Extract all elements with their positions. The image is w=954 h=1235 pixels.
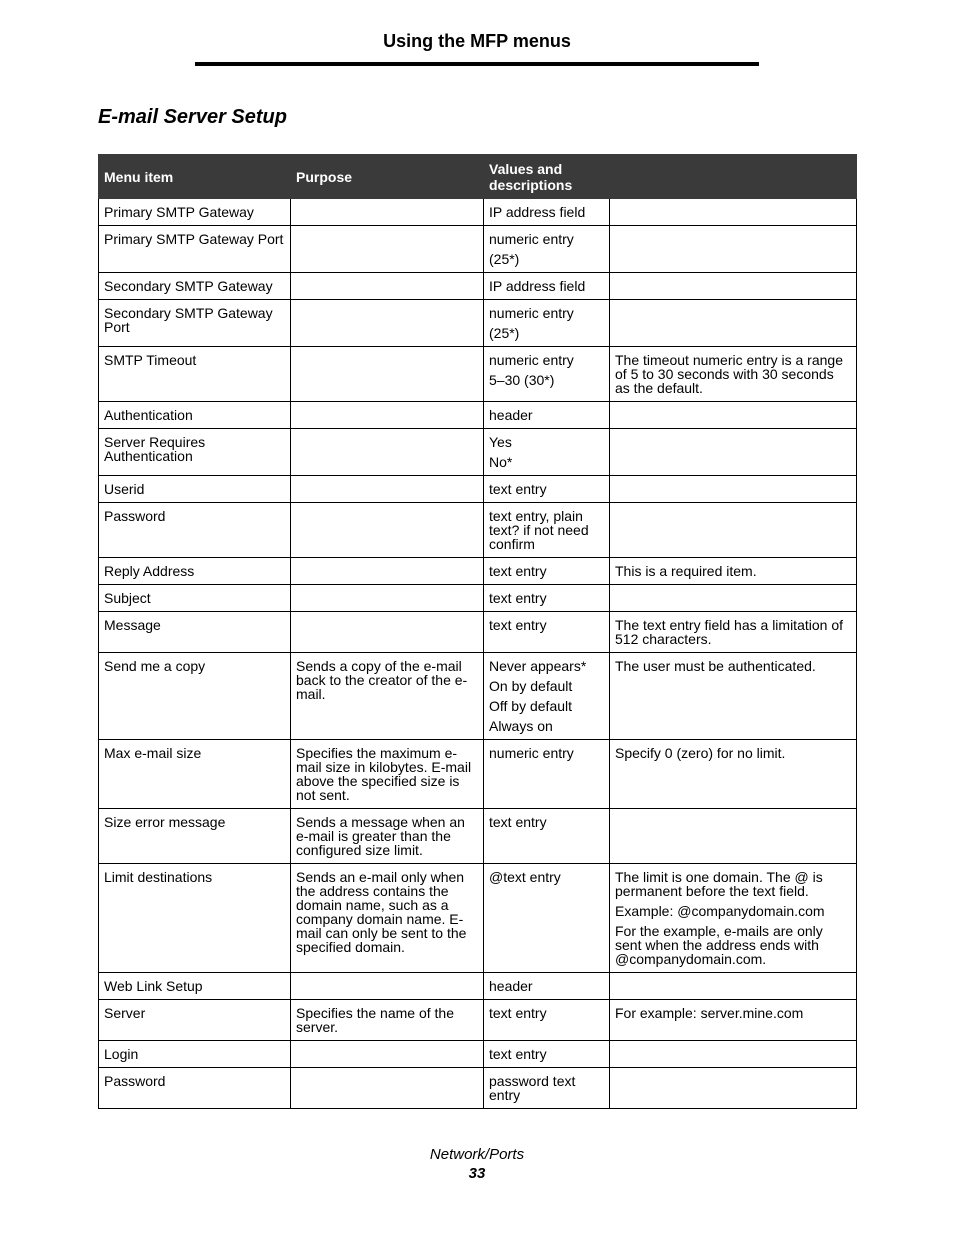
values-cell [484, 1041, 610, 1068]
table-row [99, 347, 857, 402]
value-line: text entry [489, 1046, 547, 1062]
purpose-cell [291, 503, 484, 558]
menu-item-cell: Login [99, 1041, 291, 1068]
values-cell [484, 429, 610, 476]
description-cell [610, 300, 857, 347]
values-cell [484, 226, 610, 273]
description-cell [610, 809, 857, 864]
menu-item-cell: Max e-mail size [99, 740, 291, 809]
description-cell [610, 973, 857, 1000]
values-cell [484, 612, 610, 653]
value-line: numeric entry [489, 305, 574, 321]
purpose-cell: Sends a copy of the e-mail back to the creator of the e-mail. [291, 653, 484, 740]
purpose-cell [291, 973, 484, 1000]
menu-item-cell: Limit destinations [99, 864, 291, 973]
values-cell [484, 347, 610, 402]
table-row [99, 1068, 857, 1109]
menu-item-cell: SMTP Timeout [99, 347, 291, 402]
table-row [99, 476, 857, 503]
purpose-cell [291, 1068, 484, 1109]
purpose-cell [291, 612, 484, 653]
values-cell [484, 585, 610, 612]
menu-item-cell: Password [99, 503, 291, 558]
purpose-cell [291, 402, 484, 429]
description-cell [610, 585, 857, 612]
description-cell [610, 1000, 857, 1041]
description-line: For the example, e-mails are only sent when the address ends with @companydomain.com. [615, 923, 823, 967]
value-line: text entry [489, 481, 547, 497]
description-cell [610, 1041, 857, 1068]
table-row [99, 740, 857, 809]
value-line: On by default [489, 678, 573, 694]
menu-item-cell: Primary SMTP Gateway [99, 199, 291, 226]
value-line: text entry [489, 1005, 547, 1021]
description-cell [610, 226, 857, 273]
col-header-values: Values and descriptions [484, 155, 610, 199]
table-header-row [99, 155, 857, 199]
menu-item-cell: Web Link Setup [99, 973, 291, 1000]
footer-section: Network/Ports [429, 1146, 525, 1163]
description-cell [610, 1068, 857, 1109]
section-title: E-mail Server Setup [98, 106, 287, 128]
values-cell [484, 273, 610, 300]
purpose-cell [291, 273, 484, 300]
value-line: text entry [489, 590, 547, 606]
description-line: This is a required item. [615, 563, 757, 579]
purpose-cell [291, 476, 484, 503]
values-cell [484, 199, 610, 226]
description-cell [610, 199, 857, 226]
purpose-cell [291, 226, 484, 273]
table-row [99, 199, 857, 226]
value-line: Yes [489, 434, 512, 450]
description-cell [610, 864, 857, 973]
values-cell [484, 1000, 610, 1041]
table-row [99, 273, 857, 300]
description-cell [610, 402, 857, 429]
purpose-cell [291, 558, 484, 585]
table-row [99, 1041, 857, 1068]
value-line: numeric entry [489, 231, 574, 247]
table-row [99, 973, 857, 1000]
value-line: @text entry [489, 869, 561, 885]
description-cell [610, 503, 857, 558]
col-header-purpose: Purpose [291, 155, 484, 199]
values-cell [484, 973, 610, 1000]
description-line: Specify 0 (zero) for no limit. [615, 745, 786, 761]
table-row [99, 402, 857, 429]
values-cell [484, 864, 610, 973]
description-line: Example: @companydomain.com [615, 903, 825, 919]
table-row [99, 585, 857, 612]
footer-page-number: 33 [468, 1165, 486, 1182]
menu-item-cell: Password [99, 1068, 291, 1109]
menu-item-cell: Size error message [99, 809, 291, 864]
table-row [99, 226, 857, 273]
value-line: (25*) [489, 325, 520, 341]
value-line: header [489, 407, 533, 423]
table-row [99, 503, 857, 558]
description-line: The text entry field has a limitation of 512 characters. [615, 617, 843, 647]
settings-table [98, 154, 857, 1109]
purpose-cell [291, 1041, 484, 1068]
value-line: Off by default [489, 698, 573, 714]
description-cell [610, 347, 857, 402]
purpose-cell [291, 429, 484, 476]
purpose-cell [291, 347, 484, 402]
col-header-menu-item: Menu item [99, 155, 291, 199]
value-line: numeric entry [489, 745, 574, 761]
table-row [99, 653, 857, 740]
value-line: (25*) [489, 251, 520, 267]
purpose-cell [291, 199, 484, 226]
menu-item-cell: Message [99, 612, 291, 653]
values-cell [484, 740, 610, 809]
table-row [99, 1000, 857, 1041]
value-line: Always on [489, 718, 553, 734]
description-cell [610, 612, 857, 653]
value-line: text entry, plain text? if not need confirm [489, 508, 589, 552]
purpose-cell: Specifies the maximum e-mail size in kilobytes. E-mail above the specified size is not sent. [291, 740, 484, 809]
description-cell [610, 740, 857, 809]
table-row [99, 612, 857, 653]
description-cell [610, 653, 857, 740]
menu-item-cell: Reply Address [99, 558, 291, 585]
description-cell [610, 558, 857, 585]
value-line: IP address field [489, 204, 586, 220]
values-cell [484, 558, 610, 585]
description-line: The limit is one domain. The @ is permanent before the text field. [615, 869, 823, 899]
menu-item-cell: Subject [99, 585, 291, 612]
value-line: text entry [489, 814, 547, 830]
col-header-descriptions [610, 155, 857, 199]
description-cell [610, 429, 857, 476]
table-row [99, 809, 857, 864]
table-row [99, 864, 857, 973]
description-line: The timeout numeric entry is a range of 5 to 30 seconds with 30 seconds as the default. [615, 352, 843, 396]
menu-item-cell: Send me a copy [99, 653, 291, 740]
description-line: The user must be authenticated. [615, 658, 816, 674]
value-line: No* [489, 454, 513, 470]
values-cell [484, 809, 610, 864]
table-row [99, 429, 857, 476]
value-line: text entry [489, 563, 547, 579]
values-cell [484, 402, 610, 429]
values-cell [484, 476, 610, 503]
purpose-cell: Specifies the name of the server. [291, 1000, 484, 1041]
running-header: Using the MFP menus [383, 31, 571, 51]
description-line: For example: server.mine.com [615, 1005, 804, 1021]
value-line: IP address field [489, 278, 586, 294]
purpose-cell [291, 300, 484, 347]
value-line: numeric entry [489, 352, 574, 368]
purpose-cell: Sends a message when an e-mail is greater than the configured size limit. [291, 809, 484, 864]
value-line: text entry [489, 617, 547, 633]
value-line: Never appears* [489, 658, 587, 674]
value-line: header [489, 978, 533, 994]
menu-item-cell: Authentication [99, 402, 291, 429]
menu-item-cell: Server Requires Authentication [99, 429, 291, 476]
menu-item-cell: Primary SMTP Gateway Port [99, 226, 291, 273]
purpose-cell [291, 585, 484, 612]
menu-item-cell: Secondary SMTP Gateway [99, 273, 291, 300]
value-line: 5–30 (30*) [489, 372, 555, 388]
value-line: password text entry [489, 1073, 576, 1103]
description-cell [610, 476, 857, 503]
menu-item-cell: Userid [99, 476, 291, 503]
menu-item-cell: Server [99, 1000, 291, 1041]
values-cell [484, 1068, 610, 1109]
purpose-cell: Sends an e-mail only when the address contains the domain name, such as a company domain name. E-mail can only be sent to the specified domain. [291, 864, 484, 973]
values-cell [484, 653, 610, 740]
table-row [99, 300, 857, 347]
values-cell [484, 503, 610, 558]
description-cell [610, 273, 857, 300]
table-row [99, 558, 857, 585]
menu-item-cell: Secondary SMTP Gateway Port [99, 300, 291, 347]
values-cell [484, 300, 610, 347]
header-rule [195, 62, 759, 66]
